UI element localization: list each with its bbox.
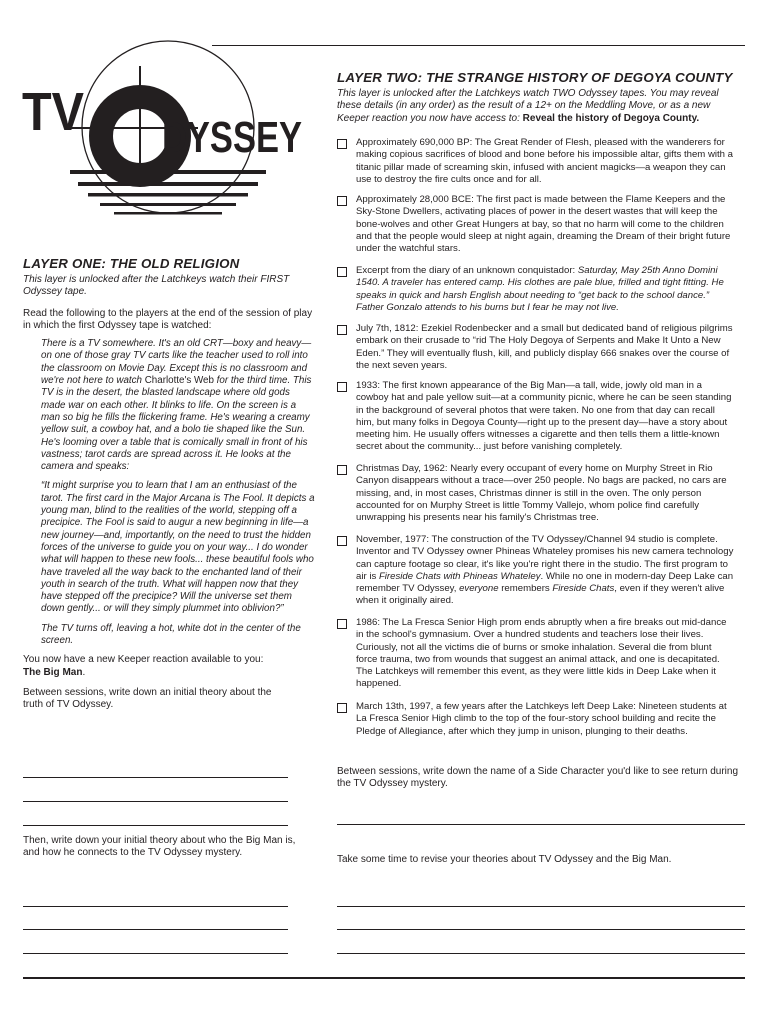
history-item: Approximately 28,000 BCE: The first pact is made between the Flame Keepers and the Sky-Stone Dwellers, activating places of power in the desert wastes that will keep the bone-wolves and other Great Hungers at bay, so that no harm will come to the children and that the people would sleep at night again, dreaming the Dream of their bright future under the watchful stars. xyxy=(337,194,735,255)
history-checkbox[interactable] xyxy=(337,325,347,335)
layer-one-prompt-theory: Between sessions, write down an initial theory about the truth of TV Odyssey. xyxy=(23,686,272,711)
layer-one-section xyxy=(23,256,316,712)
layer-one-intro: This layer is unlocked after the Latchkeys watch their FIRST Odyssey tape. xyxy=(23,274,290,298)
answer-line[interactable] xyxy=(23,929,288,930)
answer-line[interactable] xyxy=(23,777,288,778)
answer-line[interactable] xyxy=(337,953,745,954)
answer-line[interactable] xyxy=(337,906,745,907)
layer-one-instruction: Read the following to the players at the end of the session of play in which the first Odyssey tape is watched: xyxy=(23,307,313,331)
keeper-reaction-name: The Big Man xyxy=(23,666,83,678)
big-man-quote-speech: “It might surprise you to learn that I am an enthusiast of the tarot. The first card in the Major Arcana is The Fool. It depicts a young man, blind to the realities of the world, stepping off a precipice. The Fool is said to augur a new beginning in life—a new journey—and, importantly, on the need to trust the hidden forces of the universe to guide you on your way... I do wonder what will happen to these new fools... these beautiful fools who have traveled all the way back to the enchanted land of their youth in search of the truth. What will happen now that they have stepped off the precipice? Will the universe set them down gently... or will they simply plummet into oblivion?” xyxy=(41,480,315,615)
history-checkbox[interactable] xyxy=(337,536,347,546)
history-item: Christmas Day, 1962: Nearly every occupant of every home on Murphy Street in Rio Canyon disappears without a trace—over 250 people. No bags are packed, no cars are missing, and, in most cases, Christmas dinner is still in the oven. The only person accounted for on Murphy Street is little Tommy Vallejo, whom police find carefully unwrapping his presents near his family's Christmas tree. xyxy=(337,463,735,524)
answer-line[interactable] xyxy=(337,929,745,930)
tv-odyssey-logo xyxy=(22,32,322,232)
answer-line[interactable] xyxy=(23,825,288,826)
history-item: 1933: The first known appearance of the Big Man—a tall, wide, jowly old man in a cowboy hat and pale yellow suit—at a community picnic, where he can be seen standing in the background of several photos that were taken. No one from that day can recall him, but many folks in Degoya County—right up to the present day—have a story about meeting him. He usually offers witnesses a cigarette and then tells them a little-known secret about the community... just before vanishing completely. xyxy=(337,380,735,454)
history-item: March 13th, 1997, a few years after the Latchkeys left Deep Lake: Nineteen students at La Fresca Senior High climb to the top of the four-story school building and recite the Pledge of Allegiance, after which they jump in unison, plunging to their deaths. xyxy=(337,701,735,738)
history-checkbox[interactable] xyxy=(337,267,347,277)
layer-two-prompt-side-character: Between sessions, write down the name of a Side Character you'd like to see return during the TV Odyssey mystery. xyxy=(337,766,739,790)
layer-one-prompt-big-man: Then, write down your initial theory about who the Big Man is, and how he connects to the TV Odyssey mystery. xyxy=(23,835,296,859)
keeper-reaction-text: You now have a new Keeper reaction available to you: The Big Man. xyxy=(23,654,264,678)
answer-line[interactable] xyxy=(23,906,288,907)
layer-two-intro: This layer is unlocked after the Latchkeys watch TWO Odyssey tapes. You may reveal these details (in any order) as the result of a 12+ on the Meddling Move, or as a new Keeper reaction you now have access to: Reveal the history of Degoya County. xyxy=(337,88,719,124)
history-checkbox[interactable] xyxy=(337,465,347,475)
answer-line[interactable] xyxy=(23,801,288,802)
logo-text-tv: TV xyxy=(22,82,84,142)
history-checkbox[interactable] xyxy=(337,139,347,149)
big-man-quote-scene: There is a TV somewhere. It's an old CRT—boxy and heavy—on one of those gray TV carts like the teacher used to roll into the classroom on Movie Day. Except this is no classroom and we're not here to watch Charlotte's Web for the third time. This TV is in the desert, the blasted landscape where old gods made war on each other. It blinks to life. On the screen is a man so big he fills the flickering frame. He's wearing a creamy yellow suit, a cowboy hat, and a bolo tie shaped like the Sun. He's looming over a table that is comically small in front of his vastness; tarot cards are spread across it. He looks at the camera and speaks: xyxy=(41,338,312,473)
layer-two-prompt-revise: Take some time to revise your theories about TV Odyssey and the Big Man. xyxy=(337,854,672,865)
bottom-rule xyxy=(23,977,745,979)
history-item: 1986: The La Fresca Senior High prom ends abruptly when a fire breaks out mid-dance in the school's gymnasium. Over a hundred students and teachers lose their lives. Curiously, not all the victims die of burns or smoke inhalation. Several die from blunt force trauma, two from wounds that suggest an animal attack, and one is decapitated. The Latchkeys will remember this event, as they were little kids in Deep Lake when it happened. xyxy=(337,617,735,691)
history-checkbox[interactable] xyxy=(337,703,347,713)
history-item: Approximately 690,000 BP: The Great Render of Flesh, pleased with the wanderers for making copious sacrifices of blood and bone before his impossible altar, gifts them with a titanic pillar made of screaming skin, infused with ancient magicks—a weapon they can use to destroy the fire cults once and for all. xyxy=(337,137,735,186)
history-checkbox[interactable] xyxy=(337,196,347,206)
layer-two-title: LAYER TWO: THE STRANGE HISTORY OF DEGOYA COUNTY xyxy=(337,70,733,85)
answer-line[interactable] xyxy=(337,824,745,825)
history-checkbox[interactable] xyxy=(337,382,347,392)
big-man-quote-end: The TV turns off, leaving a hot, white dot in the center of the screen. xyxy=(41,622,301,647)
history-checkbox[interactable] xyxy=(337,619,347,629)
layer-one-title: LAYER ONE: THE OLD RELIGION xyxy=(23,256,240,271)
logo-text-dyssey: DYSSEY xyxy=(162,113,302,162)
answer-line[interactable] xyxy=(23,953,288,954)
history-item: November, 1977: The construction of the TV Odyssey/Channel 94 studio is complete. Inventor and TV Odyssey owner Phineas Whateley promises his new camera technology can capture footage so clear, it's like you're right there in the studio. The first program to air is Fireside Chats with Phineas Whateley. While no one in modern-day Deep Lake can remember TV Odyssey, everyone remembers Fireside Chats, even if they weren't alive when it originally aired. xyxy=(337,534,735,608)
top-rule xyxy=(212,45,745,46)
history-item: Excerpt from the diary of an unknown conquistador: Saturday, May 25th Anno Domini 1540. A traveler has entered camp. His clothes are pale blue, frilled and tight fitting. He speaks in quick and harsh English about needing to “get back to the school dance.” Father Gonzalo attends to his burns but I fear he may not live. xyxy=(337,265,735,314)
history-item: July 7th, 1812: Ezekiel Rodenbecker and a small but dedicated band of religious pilgrims embark on their crusade to “rid The Holy Degoya of Serpents and Make It Unto a New Eden.” They will eventually flush, kill, and publicly display 666 snakes over the course of the next seven years. xyxy=(337,323,735,372)
layer-two-header xyxy=(337,70,747,125)
